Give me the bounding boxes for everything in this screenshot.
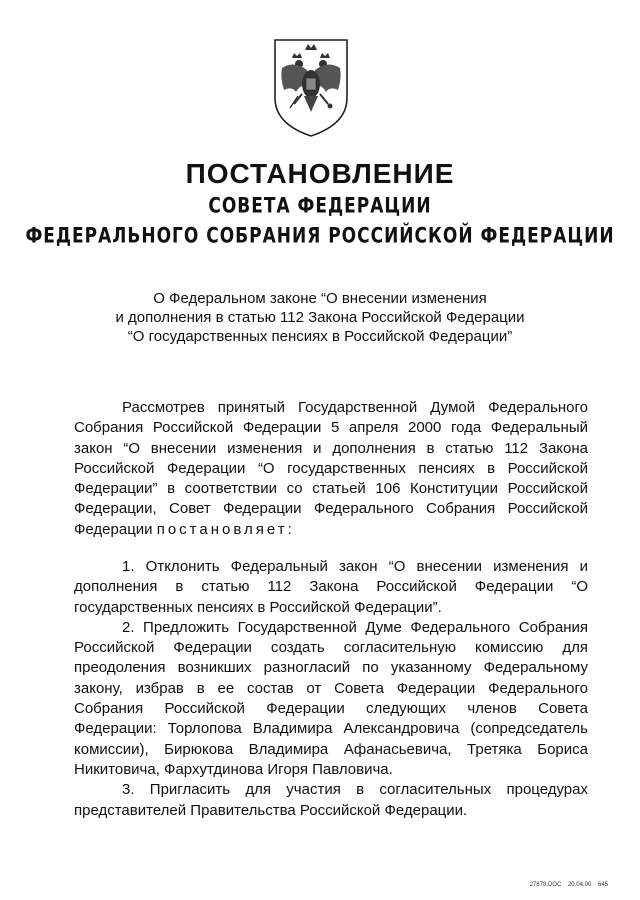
subject-line-1: О Федеральном законе “О внесении изменения xyxy=(153,290,487,307)
resolution-items xyxy=(74,557,588,821)
footer-date: 20.04.00 xyxy=(567,882,592,888)
subject-line-3: “О государственных пенсиях в Российской Федерации” xyxy=(127,328,513,345)
footer-file: 27878.DOC xyxy=(529,882,562,888)
resolution-item-1: 1. Отклонить Федеральный закон “О внесении изменения и дополнения в статью 112 Закона Российской Федерации “О государственных пенсиях в Российской Федерации”. xyxy=(74,558,588,616)
resolves-word: постановляет: xyxy=(156,520,295,538)
issuer-line-1: СОВЕТА ФЕДЕРАЦИИ xyxy=(208,193,432,219)
footer-time: 645 xyxy=(597,882,608,888)
preamble-text: Рассмотрев принятый Государственной Думой Федерального Собрания Российской Федерации 5 апреля 2000 года Федеральный закон “О внесении изменения и дополнения в статью 112 Закона Российской Федерации “О государственных пенсиях в Российской Федерации” в соответствии со статьей 106 Конституции Российской Федерации, Совет Федерации Федерального Собрания Российской Федерации xyxy=(74,399,588,538)
issuer-line-2: ФЕДЕРАЛЬНОГО СОБРАНИЯ РОССИЙСКОЙ ФЕДЕРАЦИИ xyxy=(25,223,615,249)
subject-line-2: и дополнения в статью 112 Закона Российской Федерации xyxy=(115,309,525,326)
coat-of-arms-icon xyxy=(272,38,350,138)
document-footer xyxy=(525,882,608,888)
resolution-item-2: 2. Предложить Государственной Думе Федерального Собрания Российской Федерации создать согласительную комиссию для преодоления возникших разногласий по указанному Федеральному закону, избрав в ее состав от Совета Федерации Федерального Собрания Российской Федерации следующих членов Совета Федерации: Торлопова Владимира Александровича (сопредседатель комиссии), Бирюкова Владимира Афанасьевича, Третяка Бориса Никитовича, Фархутдинова Игоря Павловича. xyxy=(74,618,588,778)
document-title: ПОСТАНОВЛЕНИЕ xyxy=(185,158,455,189)
preamble-paragraph xyxy=(74,398,588,540)
document-subject xyxy=(60,289,580,346)
resolution-item-3: 3. Пригласить для участия в согласительных процедурах представителей Правительства Российской Федерации. xyxy=(74,781,588,819)
